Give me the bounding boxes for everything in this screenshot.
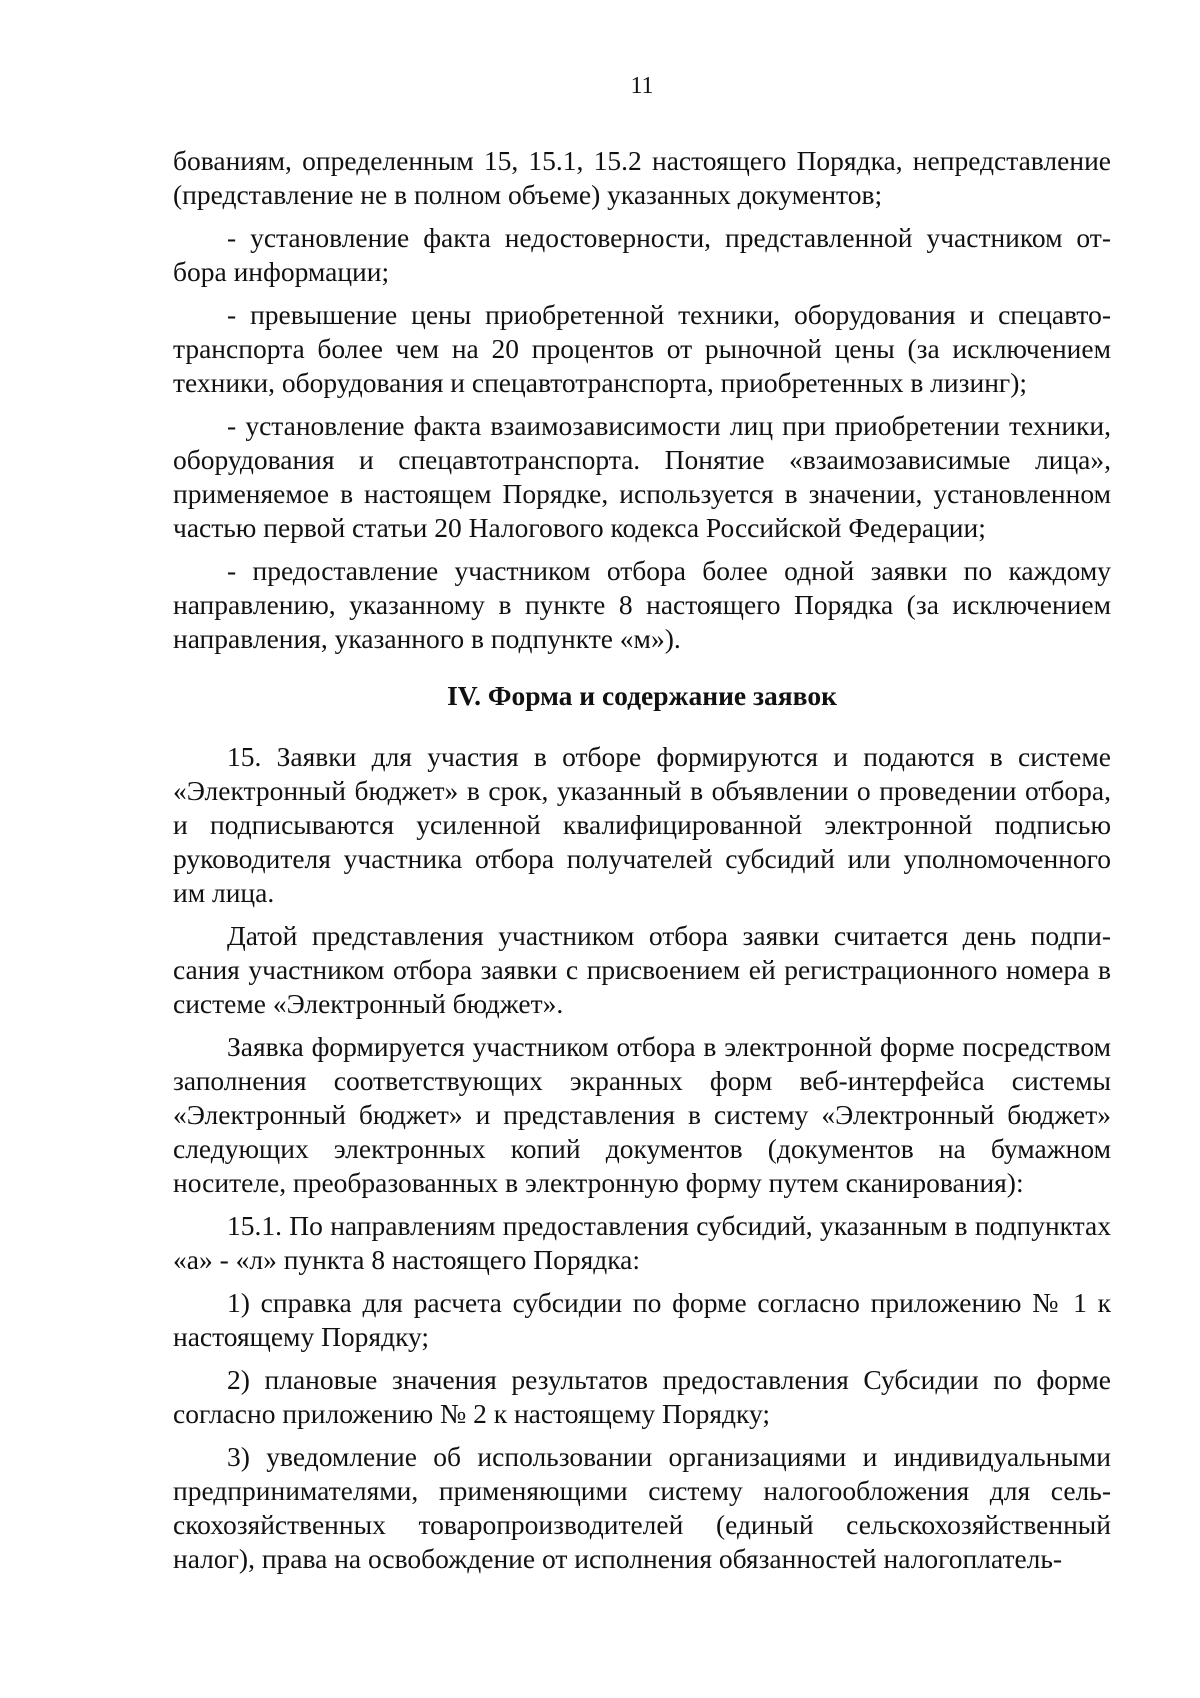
section-heading: IV. Форма и содержание заявок [447,680,837,711]
paragraph-submission-date: Датой представления участником отбора заявки считается день подписания участником отбора заявки с присвоением ей регистрационного номера в системе «Электронный бюджет». [173,920,1111,1019]
paragraph-continuation: бованиям, определенным 15, 15.1, 15.2 настоящего Порядка, непредставление (представление не в полном объеме) указанных документов; [173,145,1111,210]
document-body [173,144,1111,1585]
paragraph-multiple-applications: - предоставление участником отбора более одной заявки по каждому направлению, указанному в пункте 8 настоящего Порядка (за исключением направления, указанного в подпункте «м»). [173,555,1111,654]
list-item-2: 2) плановые значения результатов предоставления Субсидии по форме согласно приложению № 2 к настоящему Порядку; [173,1364,1111,1429]
paragraph-price-excess: - превышение цены приобретенной техники, оборудования и спецавтотранспорта более чем на 20 процентов от рыночной цены (за исключением техники, оборудования и спецавтотранспорта, приобретенных в лизинг); [173,299,1111,398]
paragraph-unreliable-info: - установление факта недостоверности, представленной участником отбора информации; [173,222,1111,287]
list-item-3: 3) уведомление об использовании организациями и индивидуальными предпринимателями, применяющими систему налогообложения для сельскохозяйственных товаропроизводителей (единый сельскохозяйственный налог), права на освобождение от исполнения обязанностей налогоплатель- [173,1441,1111,1574]
page-number: 11 [630,73,654,99]
paragraph-application-form: Заявка формируется участником отбора в электронной форме посредством заполнения соответствующих экранных форм веб-интерфейса системы «Электронный бюджет» и представления в систему «Электронный бюджет» следующих электронных копий документов (документов на бумажном носителе, преобразованных в электронную форму путем сканирования): [173,1031,1111,1198]
paragraph-interdependence: - установление факта взаимозависимости лиц при приобретении техники, оборудования и спецавтотранспорта. Понятие «взаимозависимые лица», применяемое в настоящем Порядке, используется в значении, установленном частью первой статьи 20 Налогового кодекса Российской Федерации; [173,410,1111,543]
paragraph-15-1: 15.1. По направлениям предоставления субсидий, указанным в подпунктах «а» - «л» пункта 8 настоящего Порядка: [173,1210,1111,1275]
paragraph-15: 15. Заявки для участия в отборе формируются и подаются в системе «Электронный бюджет» в срок, указанный в объявлении о проведении отбора, и подписываются усиленной квалифицированной электронной подписью руководителя участника отбора получателей субсидий или уполномоченного им лица. [173,741,1111,908]
list-item-1: 1) справка для расчета субсидии по форме согласно приложению № 1 к настоящему Порядку; [173,1287,1111,1352]
